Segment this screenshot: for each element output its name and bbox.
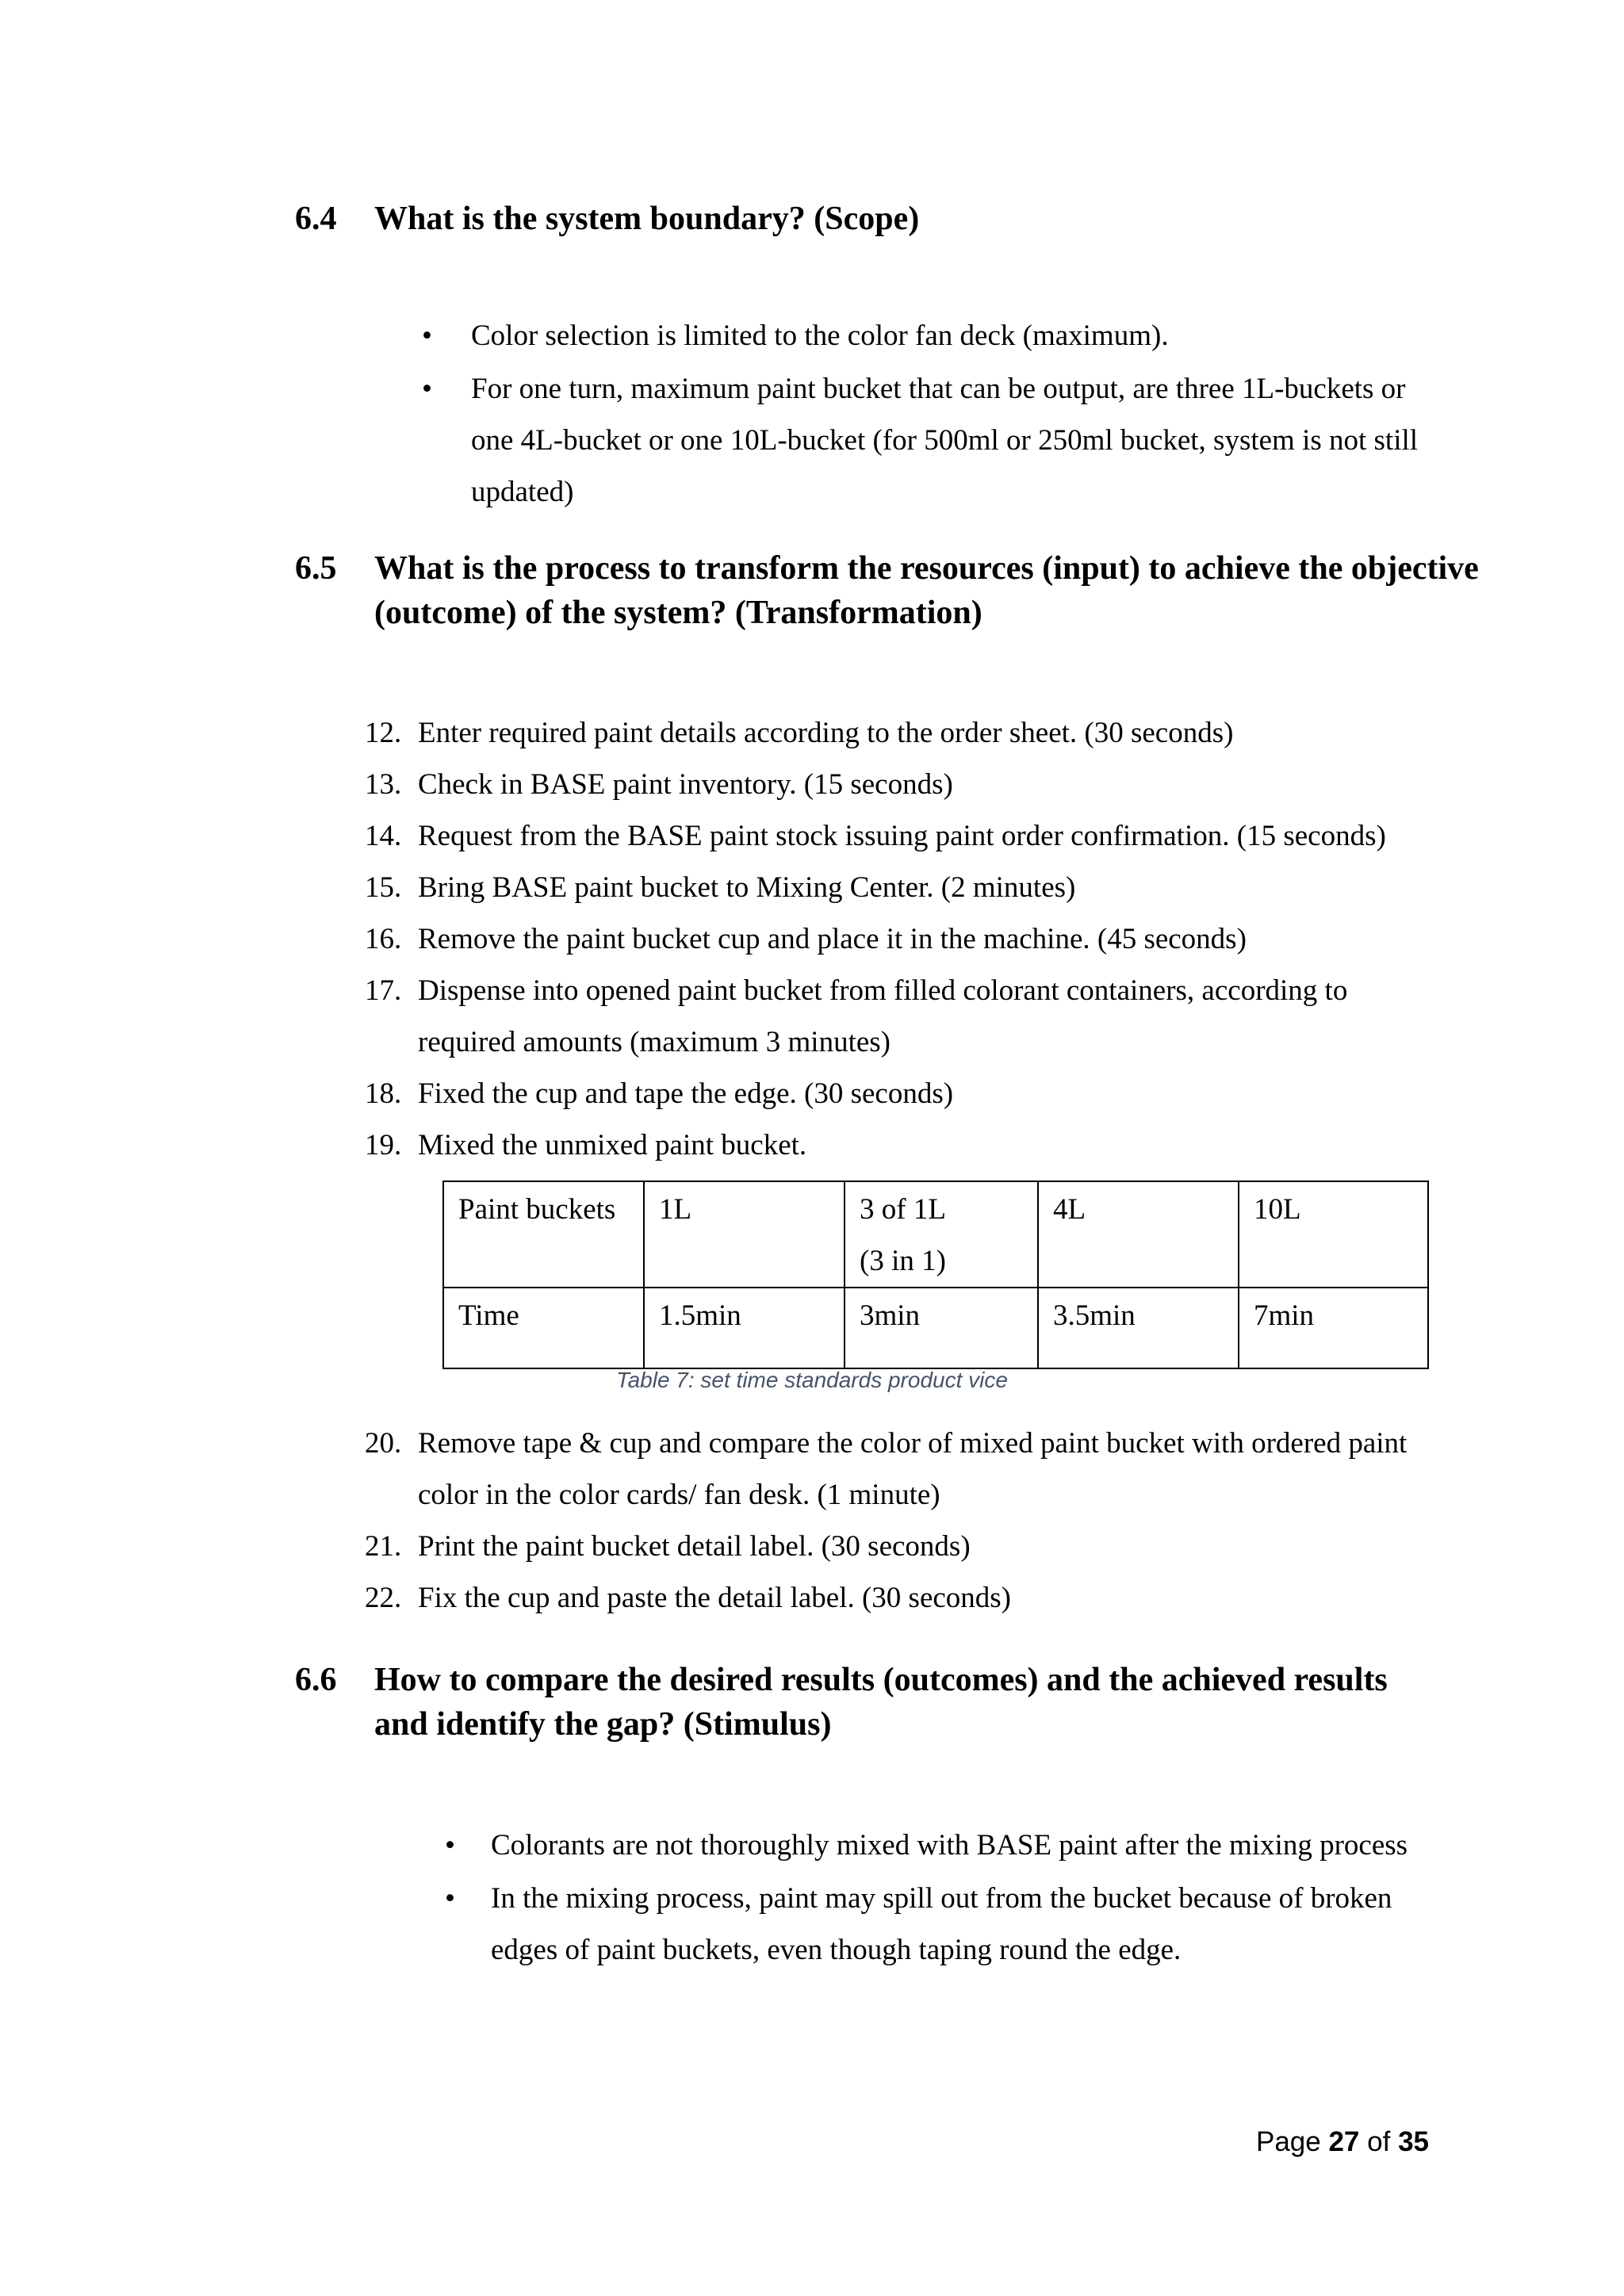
step-text: Dispense into opened paint bucket from filled colorant containers, according to required amounts (maximum 3 minutes) (418, 974, 1348, 1058)
section-title: What is the system boundary? (Scope) (374, 201, 920, 237)
list-item (422, 310, 1438, 362)
step-text: Remove tape & cup and compare the color of mixed paint bucket with ordered paint color in the color cards/ fan desk. (1 minute) (418, 1427, 1408, 1511)
table-cell-line: 3 of 1L (860, 1193, 946, 1226)
page-footer (1256, 2126, 1429, 2158)
list-item (365, 1068, 1449, 1119)
page-word: Page (1255, 2126, 1321, 2157)
table-cell: 1L (644, 1181, 845, 1288)
list-item-text: Colorants are not thoroughly mixed with BASE paint after the mixing process (491, 1829, 1408, 1862)
time-standards-table (442, 1181, 1429, 1369)
list-item (365, 1572, 1449, 1624)
list-item-text: Color selection is limited to the color fan deck (maximum). (471, 320, 1169, 352)
step-number: 21. (365, 1530, 402, 1563)
process-steps-list-continued (365, 1418, 1449, 1624)
section-heading-6-5 (295, 546, 1532, 635)
step-text: Check in BASE paint inventory. (15 seconds) (418, 768, 953, 801)
bullet-icon: • (445, 1829, 455, 1862)
section-number: 6.5 (295, 550, 337, 587)
table-cell: 1.5min (644, 1288, 845, 1368)
table-cell-line: (3 in 1) (860, 1245, 946, 1277)
step-text: Bring BASE paint bucket to Mixing Center. (2 minutes) (418, 871, 1076, 904)
step-number: 18. (365, 1077, 402, 1110)
list-item (365, 1418, 1449, 1521)
step-number: 15. (365, 871, 402, 904)
bullet-icon: • (422, 320, 432, 352)
list-item (365, 707, 1449, 759)
step-number: 22. (365, 1582, 402, 1614)
step-number: 13. (365, 768, 402, 801)
table-row (443, 1288, 1428, 1368)
table-caption: Table 7: set time standards product vice (616, 1368, 1008, 1392)
step-number: 17. (365, 974, 402, 1007)
list-item (365, 759, 1449, 810)
step-number: 19. (365, 1129, 402, 1161)
list-item-text: For one turn, maximum paint bucket that can be output, are three 1L-buckets or one 4L-bucket or one 10L-bucket (for 500ml or 250ml bucket, system is not still updated) (471, 373, 1419, 508)
current-page-number: 27 (1328, 2126, 1360, 2157)
list-item (365, 862, 1449, 913)
table-cell: 3.5min (1038, 1288, 1239, 1368)
process-steps-list (365, 707, 1449, 1171)
list-item (445, 1820, 1442, 1871)
step-text: Enter required paint details according to the order sheet. (30 seconds) (418, 717, 1234, 749)
table-cell: 4L (1038, 1181, 1239, 1288)
of-word: of (1367, 2126, 1391, 2157)
step-number: 12. (365, 717, 402, 749)
step-text: Remove the paint bucket cup and place it in the machine. (45 seconds) (418, 923, 1247, 955)
step-number: 20. (365, 1427, 402, 1460)
table-cell: 3min (845, 1288, 1038, 1368)
section-number: 6.6 (295, 1662, 337, 1698)
table-cell (845, 1181, 1038, 1288)
list-item (365, 1521, 1449, 1572)
bullet-icon: • (445, 1882, 455, 1915)
list-item (365, 913, 1449, 965)
step-text: Mixed the unmixed paint bucket. (418, 1129, 807, 1161)
list-item (422, 363, 1438, 518)
list-item (445, 1873, 1442, 1976)
step-text: Fixed the cup and tape the edge. (30 seconds) (418, 1077, 954, 1110)
table-cell: 10L (1239, 1181, 1428, 1288)
step-text: Print the paint bucket detail label. (30 seconds) (418, 1530, 971, 1563)
table-cell: 7min (1239, 1288, 1428, 1368)
step-text: Fix the cup and paste the detail label. (30 seconds) (418, 1582, 1012, 1614)
table-row (443, 1181, 1428, 1288)
step-number: 14. (365, 820, 402, 852)
section-title: How to compare the desired results (outcomes) and the achieved results and identify the gap? (Stimulus) (374, 1662, 1388, 1743)
section-heading-6-6 (295, 1658, 1405, 1747)
scope-bullet-list (422, 310, 1438, 518)
list-item (365, 965, 1449, 1068)
list-item (365, 1119, 1449, 1171)
bullet-icon: • (422, 373, 432, 405)
step-text: Request from the BASE paint stock issuing paint order confirmation. (15 seconds) (418, 820, 1386, 852)
section-heading-6-4 (295, 197, 1624, 241)
table-cell: Paint buckets (443, 1181, 644, 1288)
section-title: What is the process to transform the resources (input) to achieve the objective (outcome) of the system? (Transformation) (374, 550, 1479, 631)
section-number: 6.4 (295, 201, 337, 237)
list-item (365, 810, 1449, 862)
list-item-text: In the mixing process, paint may spill out from the bucket because of broken edges of paint buckets, even though taping round the edge. (491, 1882, 1392, 1966)
table-cell: Time (443, 1288, 644, 1368)
stimulus-bullet-list (445, 1820, 1442, 1976)
total-page-number: 35 (1398, 2126, 1429, 2157)
step-number: 16. (365, 923, 402, 955)
